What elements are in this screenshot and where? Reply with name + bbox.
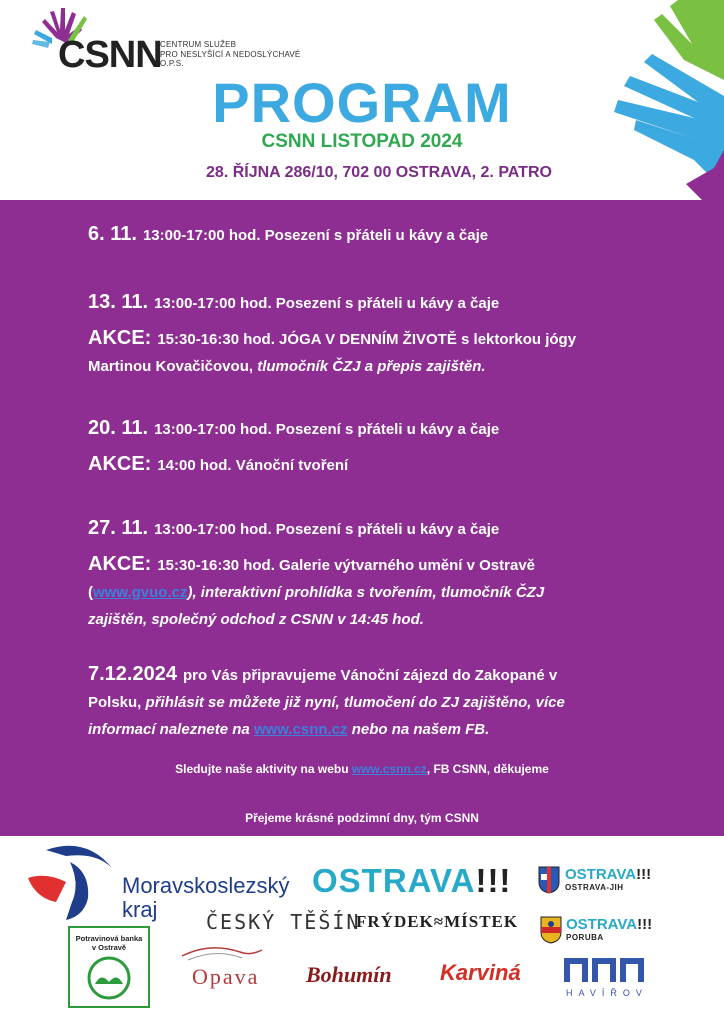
food-bank-text (70, 934, 148, 952)
event-item (88, 516, 658, 632)
event-item (88, 662, 658, 742)
page-title: PROGRAM (212, 71, 512, 134)
akce-text: Martinou Kovačičovou, (88, 358, 254, 375)
akce-text: 15:30-16:30 hod. JÓGA V DENNÍM ŽIVOTĚ s lektorkou jógy (157, 331, 577, 348)
event-date: 7.12.2024 (88, 663, 177, 685)
logo-subtitle (160, 40, 300, 69)
event-item (88, 222, 658, 248)
event-item (88, 290, 658, 379)
msk-text: Moravskoslezský (122, 873, 290, 898)
cesky-tesin-logo: ČESKÝ TĚŠÍN (206, 910, 361, 934)
event-text: 13:00-17:00 hod. Posezení s přáteli u kávy a čaje (154, 421, 500, 438)
akce-text: 15:30-16:30 hod. Galerie výtvarného umění v Ostravě (157, 557, 536, 574)
event-line (88, 718, 658, 742)
akce-text: 14:00 hod. Vánoční tvoření (157, 457, 349, 474)
akce-italic: tlumočník ČZJ a přepis zajištěn. (257, 358, 486, 375)
csnn-link[interactable]: www.csnn.cz (253, 721, 348, 738)
akce-label: AKCE: (88, 327, 152, 349)
ostrava-jih-title (565, 866, 651, 883)
logo-text: CSNN (58, 34, 162, 76)
ostrava-text: OSTRAVA (566, 916, 638, 933)
event-line (88, 416, 658, 442)
akce-line (88, 581, 658, 605)
sponsors-panel (0, 836, 724, 1024)
header (0, 0, 724, 200)
food-bank-emblem-icon (87, 956, 131, 1000)
poruba-crest-icon (540, 916, 562, 944)
gvuo-link[interactable]: www.gvuo.cz (93, 584, 188, 601)
follow-link[interactable]: www.csnn.cz (351, 762, 427, 776)
page-subtitle: CSNN LISTOPAD 2024 (261, 131, 463, 152)
event-line (88, 516, 658, 542)
ostrava-ex: !!! (636, 866, 652, 883)
logo-sub-line: CENTRUM SLUŽEB (160, 40, 237, 49)
event-text: Polsku, (88, 694, 142, 711)
event-text: 13:00-17:00 hod. Posezení s přáteli u kávy a čaje (142, 227, 489, 244)
opava-logo: Opava (192, 964, 260, 989)
event-line (88, 290, 658, 316)
karvina-logo: Karviná (440, 960, 521, 985)
akce-label: AKCE: (88, 453, 152, 475)
csnn-logo (28, 4, 328, 76)
food-bank-line: v Ostravě (91, 943, 127, 952)
event-date: 27. 11. (88, 517, 149, 539)
havirov-emblem-icon (562, 954, 646, 984)
havirov-logo: HAVÍŘOV (566, 988, 648, 998)
msk-emblem-icon (26, 842, 118, 922)
follow-text: Sledujte naše aktivity na webu (175, 762, 349, 776)
poruba-logo (566, 916, 652, 942)
ostrava-text: OSTRAVA (312, 862, 476, 899)
food-bank-logo (68, 926, 150, 1008)
event-italic: informací naleznete na (88, 721, 250, 738)
akce-line (88, 452, 658, 478)
event-italic: nebo na našem FB. (351, 721, 490, 738)
akce-line (88, 608, 658, 632)
logo-sub-line: PRO NESLYŠÍCÍ A NEDOSLÝCHAVÉ (160, 49, 301, 59)
akce-line (88, 326, 658, 352)
event-line (88, 222, 658, 248)
event-item (88, 416, 658, 478)
event-italic: přihlásit se můžete již nyní, tlumočení do ZJ zajištěno, více (145, 694, 565, 711)
event-line (88, 691, 658, 715)
ostrava-jih-crest-icon (538, 866, 560, 894)
follow-line (0, 762, 724, 776)
poruba-sub: PORUBA (566, 933, 604, 942)
follow-text: , FB CSNN, děkujeme (426, 762, 549, 776)
food-bank-line: Potravinová banka (75, 934, 143, 943)
logo-sub-line: O.P.S. (160, 59, 184, 68)
event-text: 13:00-17:00 hod. Posezení s přáteli u kávy a čaje (154, 295, 500, 312)
event-date: 20. 11. (88, 417, 149, 439)
ostrava-ex: !!! (637, 916, 653, 933)
ostrava-logo (312, 862, 511, 900)
ostrava-jih-sub: OSTRAVA-JIH (565, 883, 624, 892)
wish-line: Přejeme krásné podzimní dny, tým CSNN (245, 811, 479, 825)
akce-line (88, 355, 658, 379)
event-date: 6. 11. (88, 223, 137, 245)
msk-text: kraj (122, 897, 158, 922)
event-text: pro Vás připravujeme Vánoční zájezd do Zakopané v (182, 667, 558, 684)
event-line (88, 662, 658, 688)
poruba-title (566, 916, 652, 933)
program-panel (0, 200, 724, 836)
frydek-mistek-logo: FRÝDEK≈MÍSTEK (356, 912, 519, 931)
open-paren: ( (88, 584, 93, 601)
address: 28. ŘÍJNA 286/10, 702 00 OSTRAVA, 2. PATRO (206, 164, 552, 181)
akce-italic: ), interaktivní prohlídka s tvořením, tlumočník ČZJ (187, 584, 545, 601)
akce-label: AKCE: (88, 553, 152, 575)
event-date: 13. 11. (88, 291, 149, 313)
ostrava-jih-logo (565, 866, 651, 892)
ostrava-text: OSTRAVA (565, 866, 637, 883)
event-text: 13:00-17:00 hod. Posezení s přáteli u kávy a čaje (154, 521, 500, 538)
bohumin-logo: Bohumín (306, 962, 392, 987)
opava-swoosh-icon (180, 946, 264, 966)
ostrava-ex: !!! (475, 862, 512, 899)
akce-italic: zajištěn, společný odchod z CSNN v 14:45 hod. (88, 611, 424, 628)
akce-line (88, 552, 658, 578)
